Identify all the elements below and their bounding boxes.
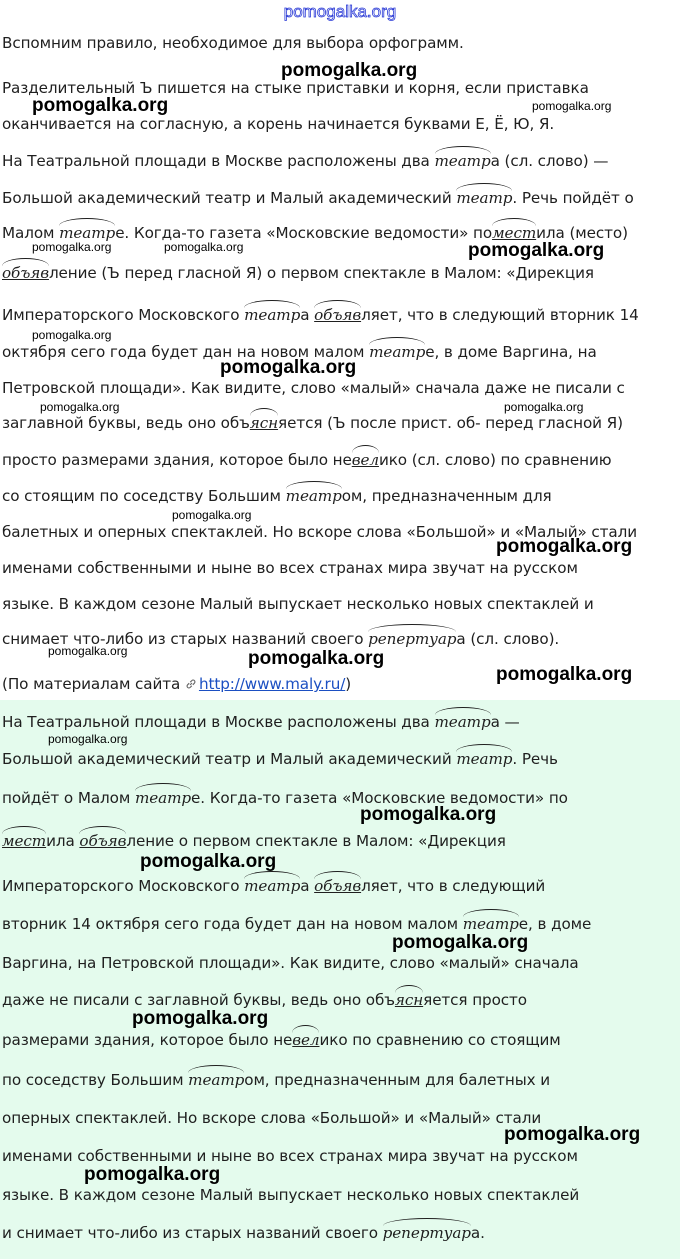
watermark: pomogalka.org [496,664,633,685]
text: а [300,306,315,324]
text: ила [46,832,80,850]
text: ляет, что в следующий вторник 14 [361,306,639,324]
paragraph-line [2,378,625,398]
text: по соседству Большим [2,1071,189,1089]
root-mark: репертуар [368,630,457,648]
root-mark: театр [285,487,342,505]
watermark: pomogalka.org [496,536,633,557]
text: со стоящим по соседству Большим [2,487,286,505]
paragraph-line [2,876,545,896]
text: ление (Ъ перед гласной Я) о первом спектакле в Малом: «Дирекция [48,264,594,282]
source-line [2,674,351,694]
root-mark: вел [351,451,379,469]
root-mark: театр [462,915,519,933]
paragraph-line [2,33,464,53]
paragraph-line [2,749,558,769]
text: просто размерами здания, которое было не [2,451,352,469]
text: а. [470,1224,485,1242]
text: Императорского Московского [2,877,245,895]
root-mark: театр [59,224,116,242]
root-mark: театр [369,343,426,361]
text: языке. В каждом сезоне Малый выпускает несколько новых спектаклей [2,1186,580,1204]
paragraph-line [2,114,554,134]
text: языке. В каждом сезоне Малый выпускает несколько новых спектаклей и [2,595,594,613]
watermark: pomogalka.org [468,240,605,261]
text: размерами здания, которое было не [2,1031,293,1049]
paragraph-line [2,1146,578,1166]
text: ом, предназначенным для [341,487,552,505]
paragraph-line [2,450,611,470]
text: е. Когда-то газета «Московские ведомости» по [191,789,568,807]
paragraph-line [2,263,594,283]
root-mark: вел [292,1031,320,1049]
paragraph-line [2,558,578,578]
text: и снимает что-либо из старых названий своего [2,1224,383,1242]
paragraph-line [2,188,634,208]
text: ико по сравнению со стоящим [319,1031,561,1049]
root-mark: театр [456,189,513,207]
paragraph-line [2,831,506,851]
paragraph-line [2,990,527,1010]
paragraph-line [2,1108,541,1128]
root-mark: театр [434,713,491,731]
paragraph-line [2,151,608,171]
root-mark: объяв [2,264,49,282]
paragraph-line [2,305,639,325]
watermark: pomogalka.org [48,644,128,658]
paragraph-line [2,486,552,506]
root-mark: репертуар [382,1224,471,1242]
paragraph-line [2,1223,485,1243]
root-mark: объяв [314,877,362,895]
text: Вспомним правило, необходимое для выбора орфограмм. [2,34,464,52]
paragraph-line [2,1185,579,1205]
text: . Речь пойдёт о [512,189,634,207]
watermark: pomogalka.org [32,240,112,254]
text: заглавной буквы, ведь оно объ [2,414,250,432]
watermark: pomogalka.org [48,732,128,746]
text: ление о первом спектакле в Малом: «Дирекция [126,832,506,850]
watermark: pomogalka.org [392,932,529,953]
watermark: pomogalka.org [164,240,244,254]
paragraph-line [2,1030,561,1050]
watermark: pomogalka.org [132,1008,269,1029]
text: снимает что-либо из старых названий своего [2,630,369,648]
text: Петровской площади». Как видите, слово «малый» сначала даже не писали с [2,379,625,397]
root-mark: театр [244,306,301,324]
text: ) [345,675,352,693]
watermark: pomogalka.org [140,851,277,872]
text: Варгина, на Петровской площади». Как видите, слово «малый» сначала [2,954,579,972]
text: а (сл. слово) — [490,152,609,170]
text: Императорского Московского [2,306,245,324]
watermark: pomogalka.org [281,60,418,81]
watermark: pomogalka.org [40,400,120,414]
text: ила (место) [536,224,628,242]
text: октября сего года будет дан на новом малом [2,343,370,361]
text: Большой академический театр и Малый академический [2,750,457,768]
source-label: (По материалам сайта [2,675,185,693]
source-link[interactable]: http://www.maly.ru/ [198,675,346,693]
root-mark: ясн [394,991,424,1009]
paragraph-line [2,953,579,973]
paragraph-line [2,1070,550,1090]
text: а (сл. слово). [456,630,560,648]
text: пойдёт о Малом [2,789,135,807]
watermark: pomogalka.org [84,1164,221,1185]
root-mark: театр [244,877,301,895]
text: . Речь [512,750,558,768]
root-mark: ясн [249,414,279,432]
watermark: pomogalka.org [172,508,252,522]
watermark: pomogalka.org [532,99,612,113]
text: балетных и оперных спектаклей. Но вскоре слова «Большой» и «Малый» стали [2,523,638,541]
rule-text: Разделительный Ъ пишется на стыке приставки и корня, если приставка [2,79,589,97]
watermark: pomogalka.org [504,400,584,414]
link-icon [185,678,197,690]
root-mark: мест [2,832,47,850]
text: оперных спектаклей. Но вскоре слова «Большой» и «Малый» стали [2,1109,542,1127]
root-mark: объяв [79,832,127,850]
text: На Театральной площади в Москве расположены два [2,152,435,170]
text: именами собственными и ныне во всех странах мира звучат на русском [2,1147,578,1165]
root-mark: мест [492,224,537,242]
watermark: pomogalka.org [32,95,169,116]
paragraph-line [2,914,591,934]
watermark: pomogalka.org [220,357,357,378]
watermark: pomogalka.org [504,1124,641,1145]
text: а [300,877,315,895]
text: ляет, что в следующий [361,877,546,895]
text: вторник 14 октября сего года будет дан на новом малом [2,915,463,933]
root-mark: театр [134,789,192,807]
root-mark: театр [188,1071,245,1089]
text: ом, предназначенным для балетных и [244,1071,551,1089]
root-mark: театр [456,750,513,768]
rule-text: оканчивается на согласную, а корень начинается буквами Е, Ё, Ю, Я. [2,115,555,133]
watermark: pomogalka.org [248,648,385,669]
text: На Театральной площади в Москве расположены два [2,713,435,731]
watermark: pomogalka.org [360,804,497,825]
text: е, в доме Варгина, на [425,343,597,361]
paragraph-line [2,594,594,614]
text: Малом [2,224,60,242]
text: Большой академический театр и Малый академический [2,189,457,207]
text: именами собственными и ныне во всех странах мира звучат на русском [2,559,578,577]
text: а — [490,713,520,731]
text: ико (сл. слово) по сравнению [378,451,612,469]
text: яется просто [423,991,527,1009]
paragraph-line [2,413,623,433]
text: даже не писали с заглавной буквы, ведь оно объ [2,991,395,1009]
text: е, в доме [518,915,592,933]
top-watermark: pomogalka.org [283,2,397,21]
root-mark: театр [434,152,491,170]
text: яется (Ъ после прист. об- перед гласной Я) [278,414,623,432]
paragraph-line [2,712,520,732]
root-mark: объяв [314,306,362,324]
text: е. Когда-то газета «Московские ведомости» по [115,224,493,242]
watermark: pomogalka.org [32,328,112,342]
